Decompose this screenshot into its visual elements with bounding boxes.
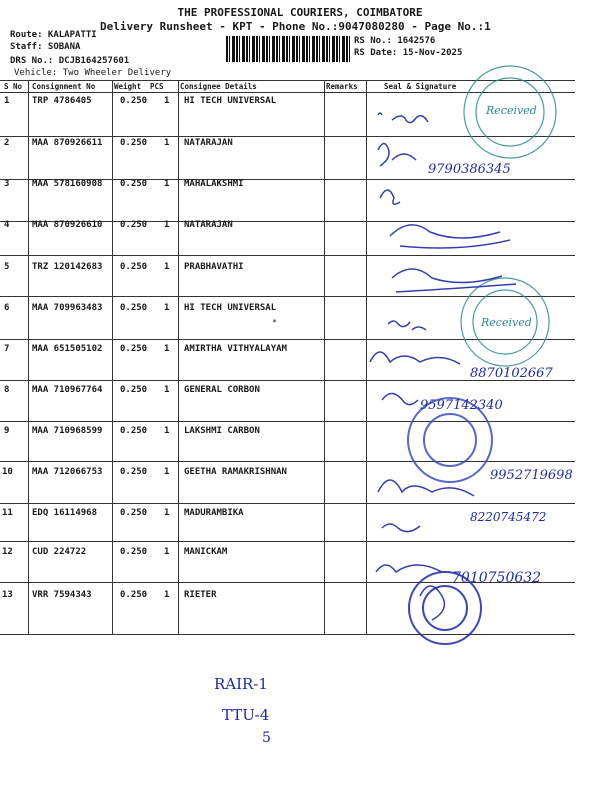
row-sno: 3	[4, 179, 10, 189]
row-pcs: 1	[164, 220, 170, 230]
handwritten-phone: 8220745472	[470, 510, 547, 524]
row-weight: 0.250	[120, 590, 148, 600]
col-remarks: Remarks	[326, 82, 358, 91]
row-sno: 7	[4, 344, 10, 354]
row-pcs: 1	[164, 547, 170, 557]
row-pcs: 1	[164, 179, 170, 189]
row-pcs: 1	[164, 96, 170, 106]
row-consignment: MAA 709963483	[32, 303, 103, 313]
handwritten-phone: 9952719698	[490, 468, 573, 483]
handwritten-note: RAIR-1	[214, 675, 268, 693]
row-sno: 9	[4, 426, 10, 436]
row-consignee: GENERAL CORBON	[184, 385, 260, 395]
row-consignment: MAA 578160908	[32, 179, 103, 189]
col-seal: Seal & Signature	[384, 82, 457, 91]
row-sno: 11	[2, 508, 13, 518]
signature-row10	[378, 480, 474, 496]
signature-row6	[388, 321, 426, 330]
handwritten-phone: 8870102667	[470, 366, 553, 381]
signature-row4	[390, 225, 510, 248]
row-sno: 6	[4, 303, 10, 313]
received-stamp-text: Received	[481, 316, 532, 329]
row-consignment: EDQ 16114968	[32, 508, 98, 518]
row-consignee: MANICKAM	[184, 547, 228, 557]
row-consignment: MAA 870926611	[32, 138, 103, 148]
row-sno: 8	[4, 385, 10, 395]
signature-row8	[382, 393, 418, 404]
signature-row2	[378, 143, 416, 166]
row-consignee: LAKSHMI CARBON	[184, 426, 260, 436]
row-pcs: 1	[164, 262, 170, 272]
signature-row7	[370, 352, 460, 364]
row-weight: 0.250	[120, 385, 148, 395]
row-sno: 5	[4, 262, 10, 272]
row-weight: 0.250	[120, 262, 148, 272]
row-weight: 0.250	[120, 303, 148, 313]
row-pcs: 1	[164, 508, 170, 518]
row-pcs: 1	[164, 303, 170, 313]
signature-row11	[382, 524, 420, 532]
row-sno: 2	[4, 138, 10, 148]
row-sno: 10	[2, 467, 13, 477]
drs-number: DRS No.: DCJB164257601	[10, 56, 130, 66]
row-pcs: 1	[164, 467, 170, 477]
row-consignment: TRZ 120142683	[32, 262, 103, 272]
row-consignment: MAA 870926610	[32, 220, 103, 230]
row-consignment: VRR 7594343	[32, 590, 92, 600]
document-title: THE PROFESSIONAL COURIERS, COIMBATORE	[177, 6, 423, 19]
signature-row3	[380, 190, 400, 204]
row-weight: 0.250	[120, 467, 148, 477]
row-consignee: RIETER	[184, 590, 217, 600]
row-consignee: HI TECH UNIVERSAL	[184, 303, 277, 313]
row-weight: 0.250	[120, 138, 148, 148]
row-consignee: MADURAMBIKA	[184, 508, 244, 518]
staff-label: Staff: SOBANA	[10, 42, 81, 52]
received-stamp-text: Received	[486, 104, 537, 117]
row-consignee: NATARAJAN	[184, 220, 233, 230]
row-weight: 0.250	[120, 426, 148, 436]
row-consignment: MAA 712066753	[32, 467, 103, 477]
runsheet-subtitle: Delivery Runsheet - KPT - Phone No.:9047080280 - Page No.:1	[100, 20, 491, 33]
col-weight: Weight	[114, 82, 142, 91]
handwritten-phone: 9790386345	[428, 162, 511, 177]
signature-row5	[392, 269, 516, 292]
rs-date: RS Date: 15-Nov-2025	[354, 48, 463, 58]
row-consignment: TRP 4786405	[32, 96, 92, 106]
row-consignment: MAA 710967764	[32, 385, 103, 395]
col-pcs: PCS	[150, 82, 164, 91]
row-consignee: AMIRTHA VITHYALAYAM	[184, 344, 287, 354]
row-weight: 0.250	[120, 96, 148, 106]
row-pcs: 1	[164, 385, 170, 395]
col-sno: S No	[4, 82, 23, 91]
row-weight: 0.250	[120, 547, 148, 557]
asterisk-mark: *	[272, 318, 277, 327]
col-consignment: Consignment No	[32, 82, 96, 91]
row-consignment: MAA 710968599	[32, 426, 103, 436]
row-sno: 1	[4, 96, 10, 106]
row-weight: 0.250	[120, 179, 148, 189]
route-label: Route: KALAPATTI	[10, 30, 97, 40]
row-consignment: MAA 651505102	[32, 344, 103, 354]
row-sno: 13	[2, 590, 13, 600]
row-pcs: 1	[164, 344, 170, 354]
signature-row12	[376, 565, 442, 572]
handwritten-phone: 9597142340	[420, 398, 503, 413]
handwritten-note: TTU-4	[222, 706, 270, 724]
row-weight: 0.250	[120, 344, 148, 354]
row-weight: 0.250	[120, 508, 148, 518]
vehicle-label: Vehicle: Two Wheeler Delivery	[14, 68, 172, 78]
row-pcs: 1	[164, 426, 170, 436]
signature-row1	[378, 113, 428, 123]
row-pcs: 1	[164, 590, 170, 600]
rs-number: RS No.: 1642576	[354, 36, 436, 46]
row-consignee: PRABHAVATHI	[184, 262, 244, 272]
row-consignee: NATARAJAN	[184, 138, 233, 148]
row-sno: 12	[2, 547, 13, 557]
row-consignment: CUD 224722	[32, 547, 87, 557]
handwritten-phone: 7010750632	[452, 570, 542, 586]
row-consignee: GEETHA RAMAKRISHNAN	[184, 467, 287, 477]
row-sno: 4	[4, 220, 10, 230]
row-consignee: HI TECH UNIVERSAL	[184, 96, 277, 106]
row-consignee: MAHALAKSHMI	[184, 179, 244, 189]
row-pcs: 1	[164, 138, 170, 148]
col-consignee: Consignee Details	[180, 82, 257, 91]
row-weight: 0.250	[120, 220, 148, 230]
handwritten-note: 5	[262, 730, 271, 746]
